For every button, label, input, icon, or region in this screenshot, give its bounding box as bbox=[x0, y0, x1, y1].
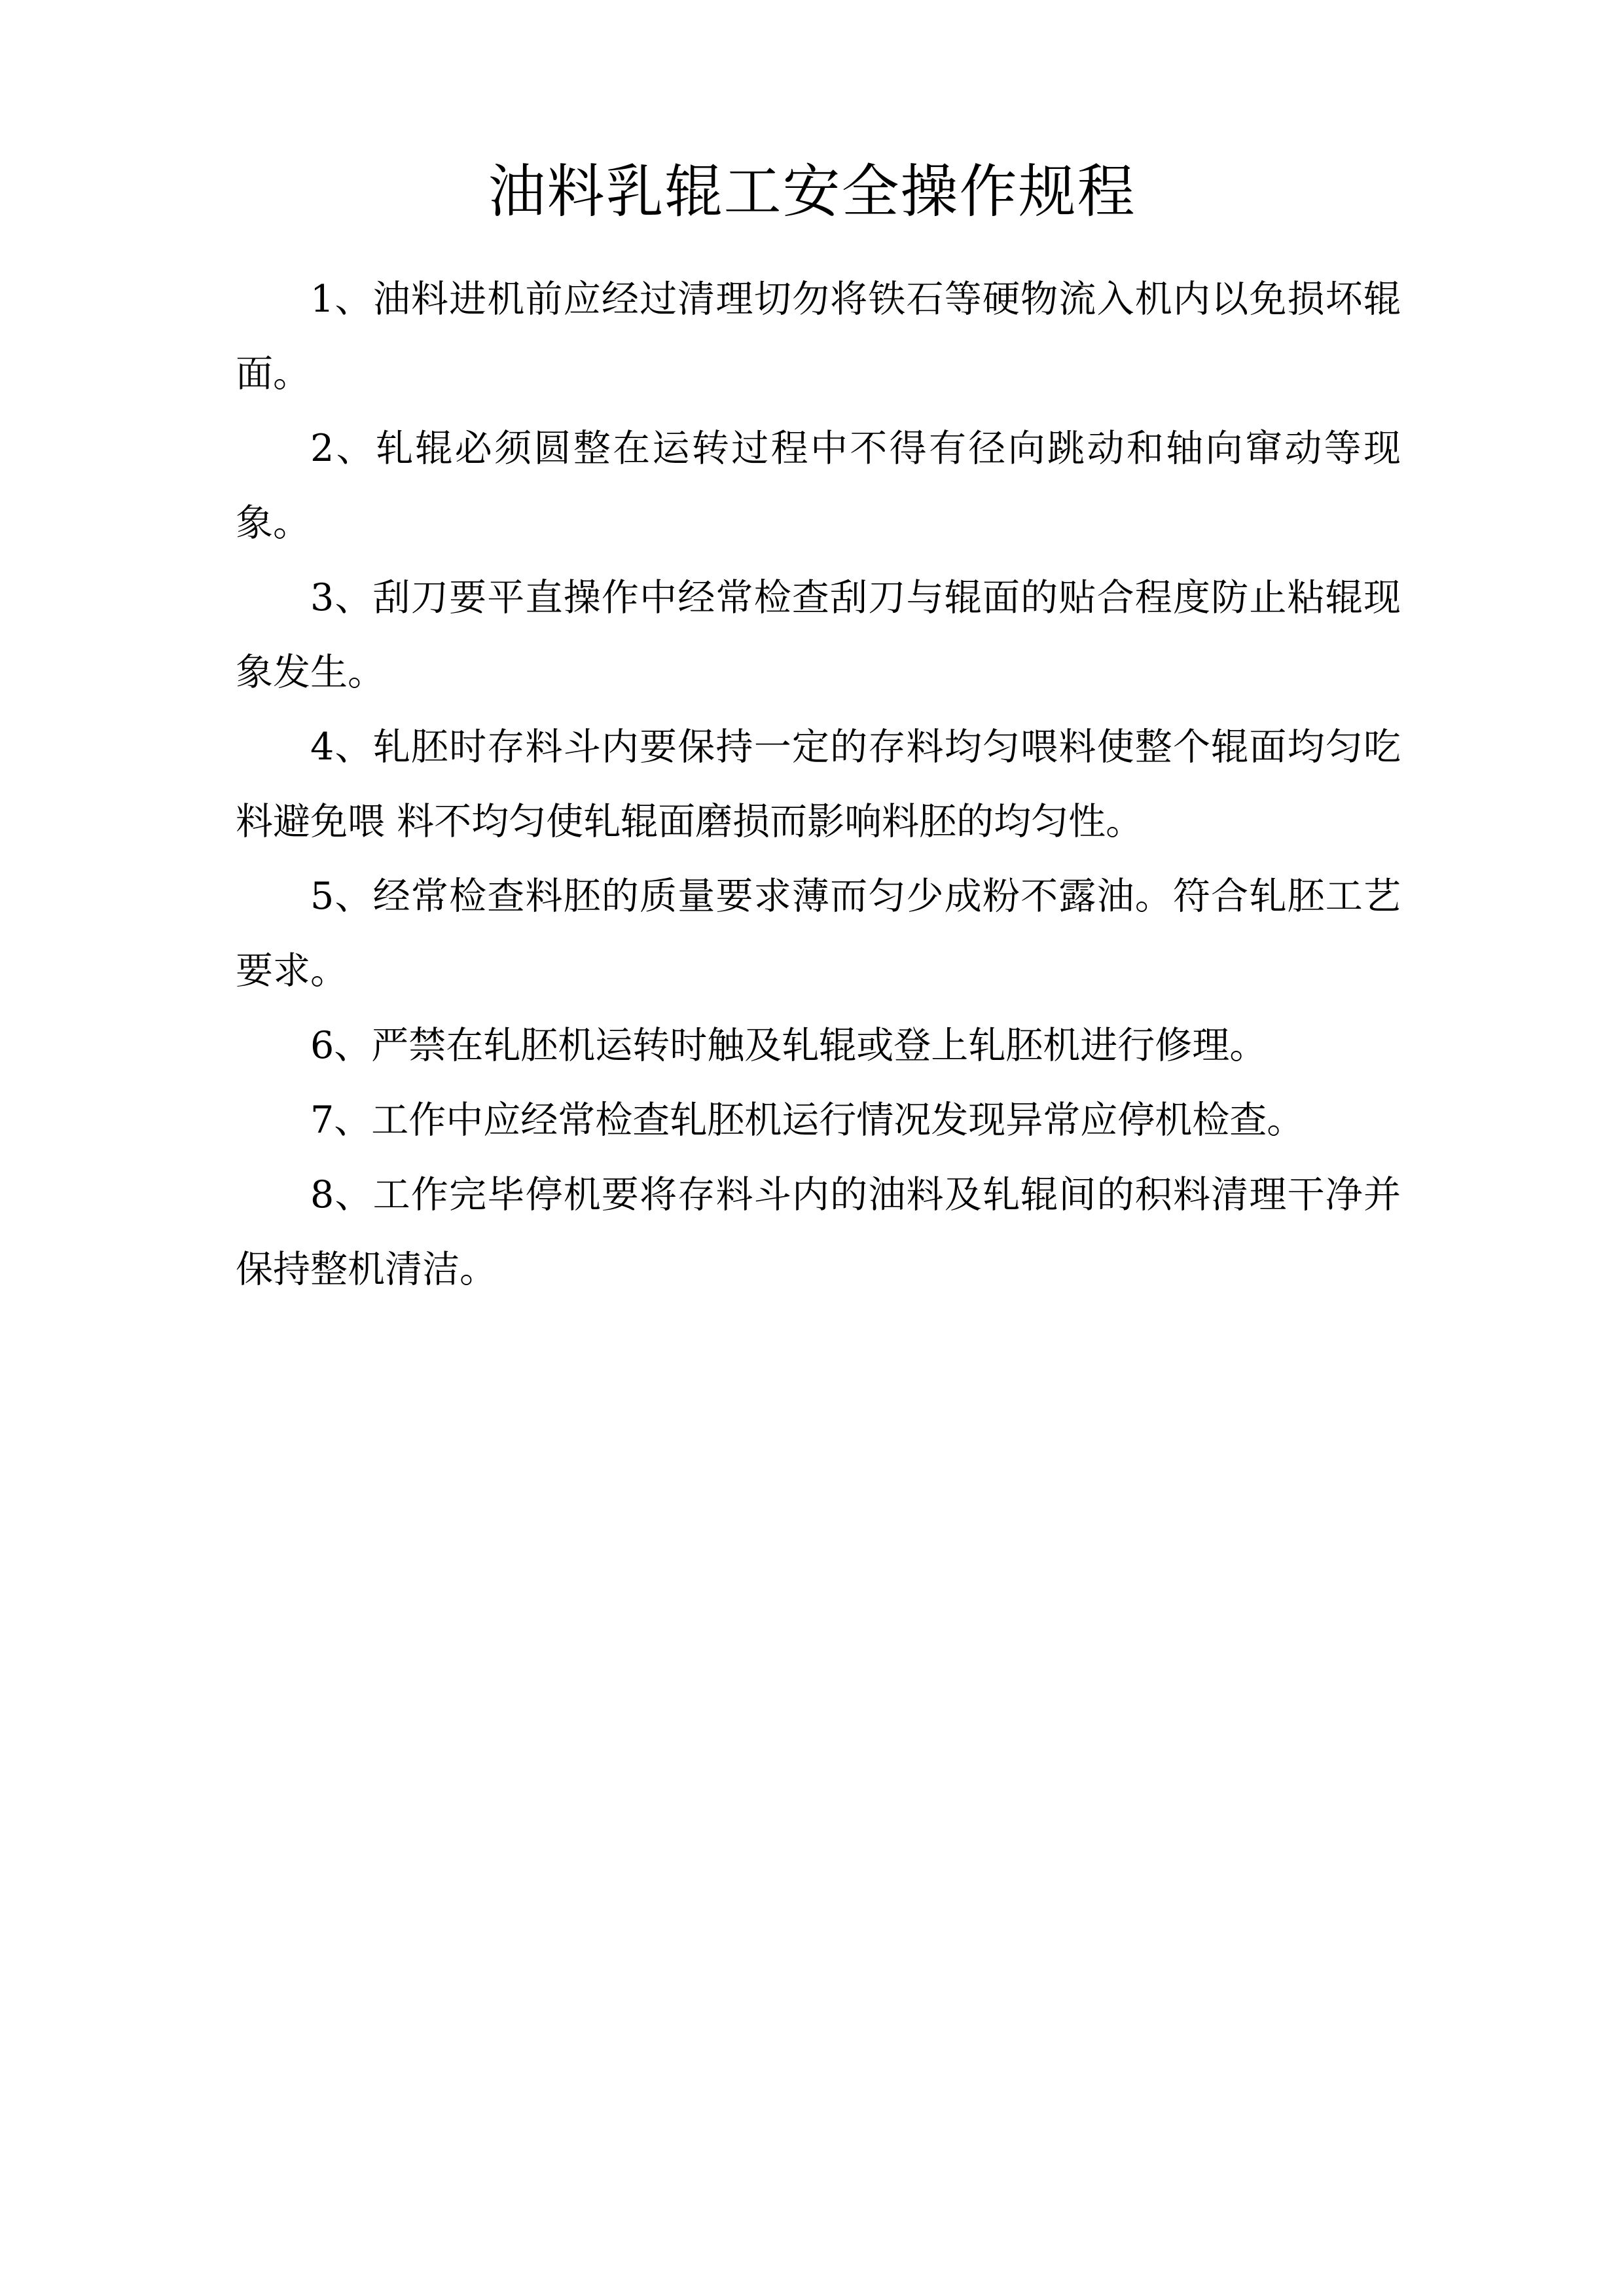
rule-item-4: 4、轧胚时存料斗内要保持一定的存料均匀喂料使整个辊面均匀吃料避免喂 料不均匀使轧辊面磨损而影响料胚的均匀性。 bbox=[236, 725, 1401, 843]
rules-list bbox=[236, 262, 1401, 1307]
rule-item-7: 7、工作中应经常检查轧胚机运行情况发现异常应停机检查。 bbox=[310, 1099, 1305, 1142]
rule-item-6: 6、严禁在轧胚机运转时触及轧辊或登上轧胚机进行修理。 bbox=[310, 1024, 1267, 1067]
rule-item-2: 2、轧辊必须圆整在运转过程中不得有径向跳动和轴向窜动等现象。 bbox=[236, 427, 1401, 545]
rule-item-1: 1、油料进机前应经过清理切勿将铁石等硬物流入机内以免损坏辊面。 bbox=[236, 278, 1401, 395]
rule-item-5: 5、经常检查料胚的质量要求薄而匀少成粉不露油。符合轧胚工艺要求。 bbox=[236, 875, 1401, 993]
rule-item-8: 8、工作完毕停机要将存料斗内的油料及轧辊间的积料清理干净并保持整机清洁。 bbox=[236, 1173, 1401, 1291]
rule-item-3: 3、刮刀要平直操作中经常检查刮刀与辊面的贴合程度防止粘辊现象发生。 bbox=[236, 576, 1401, 694]
document-title: 油料乳辊工安全操作规程 bbox=[488, 158, 1136, 225]
